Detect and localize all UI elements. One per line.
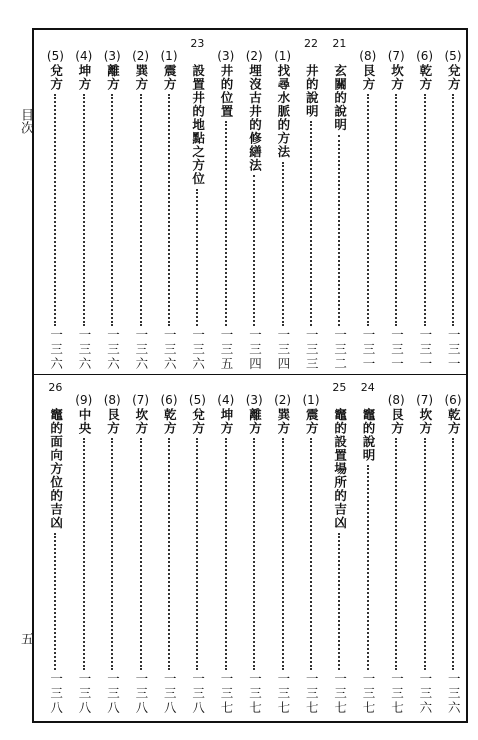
- entry-title: 坎方: [417, 408, 433, 435]
- entry-title: 震方: [162, 64, 178, 91]
- entry-number: (5): [444, 49, 462, 63]
- toc-entry: [385, 38, 407, 374]
- entry-title: 乾方: [417, 64, 433, 91]
- entry-title: 兌方: [190, 408, 206, 435]
- dot-leader: [111, 438, 113, 670]
- toc-entry: [414, 382, 436, 718]
- entry-title: 井的說明: [304, 64, 320, 118]
- side-label: 目次: [18, 108, 33, 134]
- entry-title: 離方: [247, 408, 263, 435]
- entry-page: 一三八: [162, 672, 178, 716]
- entry-number: (5): [46, 49, 64, 63]
- toc-entry: [300, 38, 322, 374]
- entry-title: 乾方: [162, 408, 178, 435]
- dot-leader: [253, 175, 255, 326]
- toc-entry: [385, 382, 407, 718]
- entry-title: 玄關的說明: [332, 64, 348, 132]
- entry-page: 一三八: [105, 672, 121, 716]
- entry-page: 一三六: [48, 328, 64, 372]
- entry-number: (4): [75, 49, 93, 63]
- dot-leader: [424, 94, 426, 326]
- dot-leader: [83, 94, 85, 326]
- entry-title: 竈的面向方位的吉凶: [48, 408, 64, 530]
- dot-leader: [225, 121, 227, 326]
- entry-title: 坤方: [219, 408, 235, 435]
- entry-number: (5): [188, 393, 206, 407]
- entry-number: (9): [75, 393, 93, 407]
- toc-entry: [44, 38, 66, 374]
- dot-leader: [54, 533, 56, 671]
- entry-title: 坎方: [389, 64, 405, 91]
- entry-title: 乾方: [446, 408, 462, 435]
- toc-entry: [73, 382, 95, 718]
- toc-entry: [130, 38, 152, 374]
- toc-entry: [215, 38, 237, 374]
- toc-entry: [357, 38, 379, 374]
- toc-entry: [130, 382, 152, 718]
- entry-page: 一三二: [332, 328, 348, 372]
- entry-page: 一三六: [446, 672, 462, 716]
- entry-page: 一三八: [77, 672, 93, 716]
- entry-title: 艮方: [105, 408, 121, 435]
- entry-title: 巽方: [275, 408, 291, 435]
- section-number: 24: [360, 382, 375, 394]
- entry-page: 一三六: [133, 328, 149, 372]
- dot-leader: [253, 438, 255, 670]
- entry-title: 坤方: [77, 64, 93, 91]
- entry-title: 竈的說明: [361, 408, 377, 462]
- entry-page: 一三六: [417, 672, 433, 716]
- entry-number: (4): [217, 393, 235, 407]
- toc-entry: [44, 382, 66, 718]
- page-number: 五: [18, 632, 33, 645]
- entry-number: (1): [274, 49, 292, 63]
- toc-entry: [101, 382, 123, 718]
- dot-leader: [225, 438, 227, 670]
- toc-entry: [272, 38, 294, 374]
- entry-page: 一三一: [361, 328, 377, 372]
- entry-page: 一三四: [247, 328, 263, 372]
- toc-entry: [442, 382, 464, 718]
- entry-number: (8): [103, 393, 121, 407]
- entry-page: 一三七: [275, 672, 291, 716]
- entry-number: (3): [103, 49, 121, 63]
- dot-leader: [338, 533, 340, 671]
- entry-page: 一三七: [361, 672, 377, 716]
- entry-title: 坎方: [133, 408, 149, 435]
- row-divider: [32, 374, 468, 375]
- entry-page: 一三八: [190, 672, 206, 716]
- entry-page: 一三六: [105, 328, 121, 372]
- entry-title: 竈的設置場所的吉凶: [332, 408, 348, 530]
- entry-number: (6): [444, 393, 462, 407]
- toc-entry: [215, 382, 237, 718]
- entry-page: 一三八: [48, 672, 64, 716]
- entry-number: (2): [245, 49, 263, 63]
- toc-entry: [243, 382, 265, 718]
- entry-number: (6): [416, 49, 434, 63]
- dot-leader: [140, 94, 142, 326]
- toc-entry: [243, 38, 265, 374]
- dot-leader: [282, 438, 284, 670]
- toc-entry: [186, 38, 208, 374]
- entry-page: 一三七: [332, 672, 348, 716]
- entry-page: 一三三: [304, 328, 320, 372]
- dot-leader: [196, 438, 198, 670]
- toc-entry: [73, 38, 95, 374]
- entry-page: 一三一: [446, 328, 462, 372]
- toc-entry: [442, 38, 464, 374]
- toc-entry: [158, 382, 180, 718]
- entry-page: 一三七: [247, 672, 263, 716]
- toc-entry: [101, 38, 123, 374]
- dot-leader: [424, 438, 426, 670]
- toc-entry: [272, 382, 294, 718]
- entry-number: (7): [387, 49, 405, 63]
- section-number: 22: [304, 38, 318, 50]
- entry-title: 兌方: [446, 64, 462, 91]
- dot-leader: [452, 94, 454, 326]
- entry-number: (2): [132, 49, 150, 63]
- entry-page: 一三六: [77, 328, 93, 372]
- entry-title: 設置井的地點之方位: [190, 64, 206, 186]
- dot-leader: [140, 438, 142, 670]
- section-number: 23: [190, 38, 205, 50]
- entry-number: (2): [274, 393, 292, 407]
- entry-title: 找尋水脈的方法: [275, 64, 291, 159]
- toc-entry: [414, 38, 436, 374]
- toc-entry: [158, 38, 180, 374]
- toc-entry: [357, 382, 379, 718]
- entry-title: 艮方: [389, 408, 405, 435]
- entry-page: 一三八: [133, 672, 149, 716]
- entry-number: (3): [245, 393, 263, 407]
- entry-page: 一三一: [417, 328, 433, 372]
- dot-leader: [310, 121, 312, 326]
- entry-page: 一三七: [389, 672, 405, 716]
- dot-leader: [54, 94, 56, 326]
- dot-leader: [310, 438, 312, 670]
- entry-page: 一三七: [304, 672, 320, 716]
- dot-leader: [367, 465, 369, 670]
- toc-entry: [328, 38, 350, 374]
- entry-title: 兌方: [48, 64, 64, 91]
- dot-leader: [367, 94, 369, 326]
- dot-leader: [395, 438, 397, 670]
- section-number: 21: [332, 38, 347, 50]
- entry-title: 井的位置: [219, 64, 235, 118]
- toc-entry: [186, 382, 208, 718]
- section-number: 26: [48, 382, 63, 394]
- section-number: 25: [332, 382, 347, 394]
- toc-entry: [300, 382, 322, 718]
- entry-number: (1): [302, 393, 320, 407]
- dot-leader: [452, 438, 454, 670]
- dot-leader: [395, 94, 397, 326]
- toc-entry: [328, 382, 350, 718]
- entry-number: (7): [132, 393, 150, 407]
- dot-leader: [83, 438, 85, 670]
- entry-number: (8): [359, 49, 377, 63]
- entry-page: 一三四: [275, 328, 291, 372]
- entry-page: 一三五: [219, 328, 235, 372]
- entry-page: 一三一: [389, 328, 405, 372]
- entry-page: 一三七: [219, 672, 235, 716]
- entry-title: 艮方: [361, 64, 377, 91]
- dot-leader: [168, 94, 170, 326]
- entry-title: 中央: [77, 408, 93, 435]
- entry-number: (1): [160, 49, 178, 63]
- entry-title: 巽方: [133, 64, 149, 91]
- entry-page: 一三六: [162, 328, 178, 372]
- entry-title: 震方: [304, 408, 320, 435]
- dot-leader: [196, 189, 198, 327]
- dot-leader: [111, 94, 113, 326]
- entry-number: (8): [387, 393, 405, 407]
- dot-leader: [168, 438, 170, 670]
- entry-number: (6): [160, 393, 178, 407]
- entry-page: 一三六: [190, 328, 206, 372]
- entry-number: (7): [416, 393, 434, 407]
- entry-number: (3): [217, 49, 235, 63]
- entry-title: 埋沒古井的修繕法: [247, 64, 263, 172]
- dot-leader: [338, 135, 340, 327]
- entry-title: 離方: [105, 64, 121, 91]
- dot-leader: [282, 162, 284, 327]
